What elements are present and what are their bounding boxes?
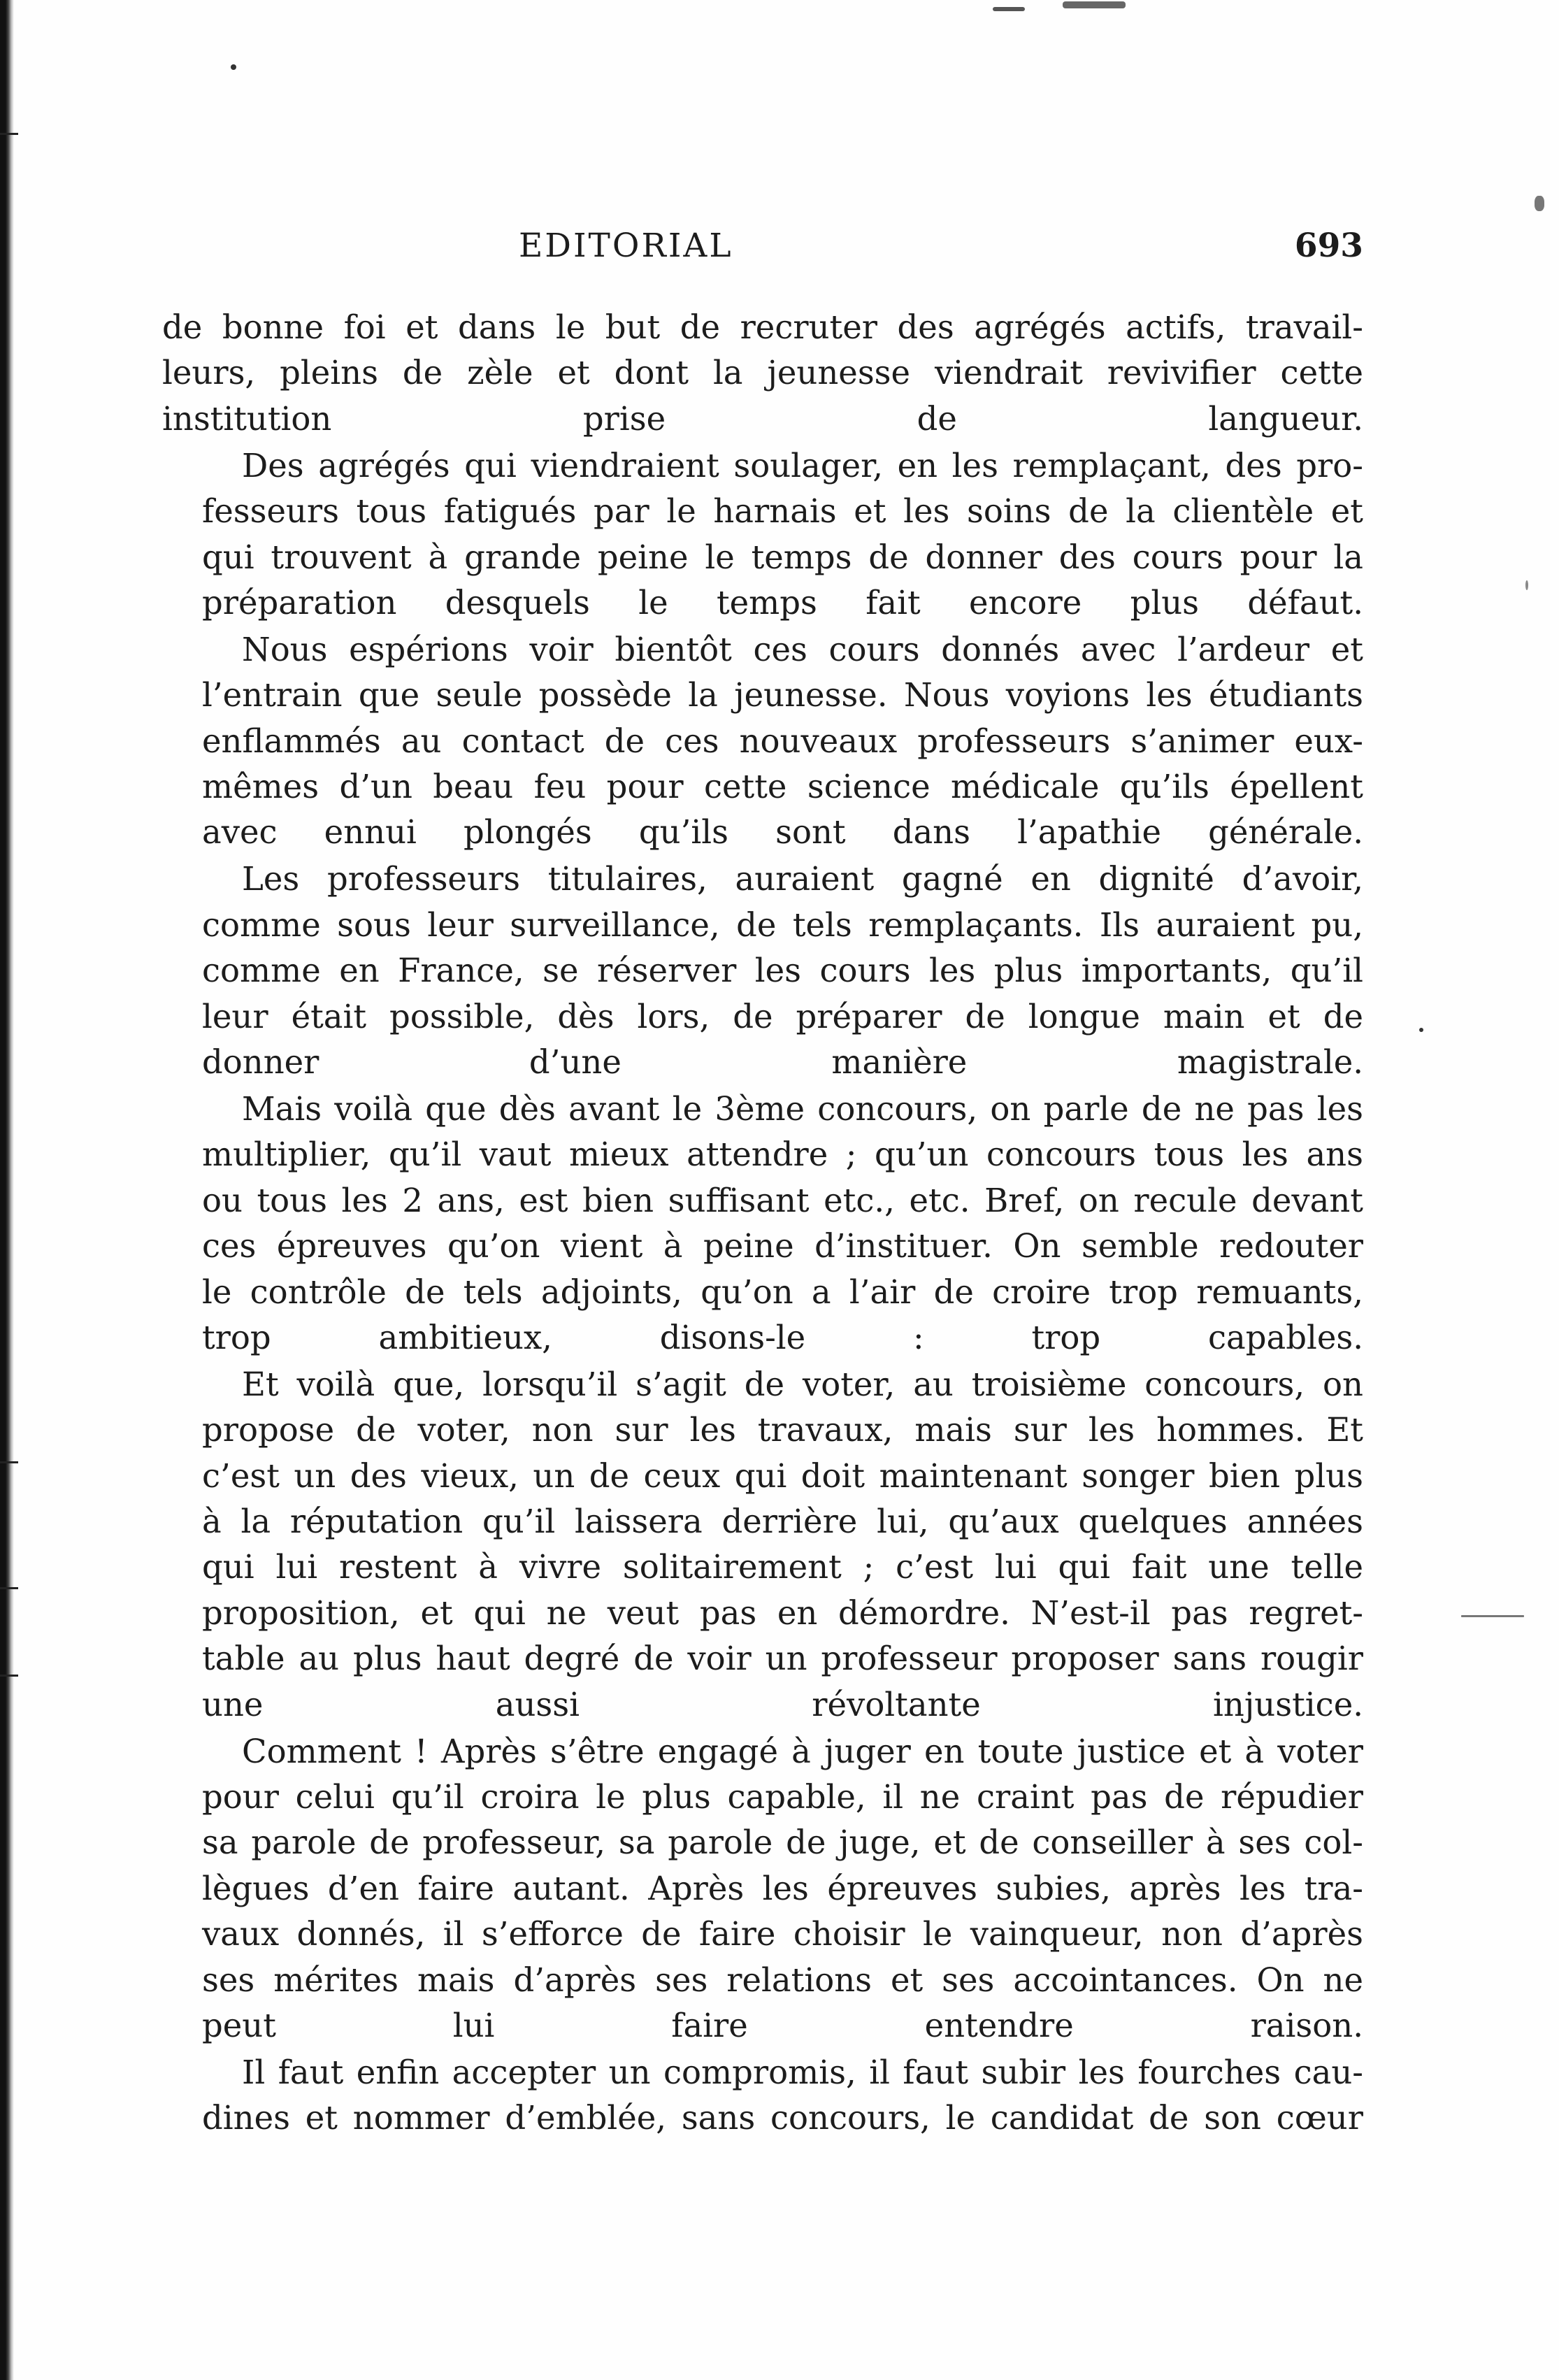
scan-speck bbox=[1419, 1028, 1423, 1032]
text-line: peut lui faire entendre raison. bbox=[202, 2007, 1363, 2045]
text-line: Nous espérions voir bientôt ces cours donnés avec l’ardeur et bbox=[242, 630, 1363, 668]
paragraph bbox=[162, 1362, 1363, 1728]
text-line: à la réputation qu’il laissera derrière lui, qu’aux quelques années bbox=[202, 1503, 1363, 1541]
scan-speck bbox=[1525, 580, 1528, 590]
text-line: leurs, pleins de zèle et dont la jeunesse viendrait revivifier cette bbox=[162, 354, 1363, 392]
text-line: de bonne foi et dans le but de recruter des agrégés actifs, travail- bbox=[162, 308, 1363, 346]
scan-speck bbox=[1063, 1, 1126, 8]
text-line: vaux donnés, il s’efforce de faire choisir le vainqueur, non d’après bbox=[202, 1915, 1363, 1954]
page-header bbox=[162, 225, 1363, 267]
paragraph bbox=[162, 2050, 1363, 2142]
text-line: Mais voilà que dès avant le 3ème concours, on parle de ne pas les bbox=[242, 1089, 1363, 1128]
paragraph bbox=[162, 443, 1363, 626]
text-line: le contrôle de tels adjoints, qu’on a l’air de croire trop remuants, bbox=[202, 1273, 1363, 1311]
text-line: Et voilà que, lorsqu’il s’agit de voter, au troisième concours, on bbox=[242, 1365, 1363, 1403]
text-line: ces épreuves qu’on vient à peine d’instituer. On semble redouter bbox=[202, 1227, 1363, 1266]
text-line: c’est un des vieux, un de ceux qui doit maintenant songer bien plus bbox=[202, 1456, 1363, 1495]
text-line: dines et nommer d’emblée, sans concours, le candidat de son cœur bbox=[202, 2099, 1363, 2137]
text-line: table au plus haut degré de voir un professeur proposer sans rougir bbox=[202, 1640, 1363, 1678]
text-line: multiplier, qu’il vaut mieux attendre ; qu’un concours tous les ans bbox=[202, 1135, 1363, 1174]
page-number: 693 bbox=[1294, 227, 1363, 265]
text-line: institution prise de langueur. bbox=[162, 399, 1363, 438]
text-line: donner d’une manière magistrale. bbox=[202, 1043, 1363, 1081]
paragraph bbox=[162, 856, 1363, 1085]
scan-speck bbox=[993, 7, 1025, 11]
text-line: comme en France, se réserver les cours les plus importants, qu’il bbox=[202, 952, 1363, 990]
text-line: Il faut enfin accepter un compromis, il faut subir les fourches cau- bbox=[242, 2053, 1363, 2091]
binding-mark bbox=[0, 1461, 18, 1463]
text-line: sa parole de professeur, sa parole de juge, et de conseiller à ses col- bbox=[202, 1823, 1363, 1862]
text-line: qui lui restent à vivre solitairement ; c’est lui qui fait une telle bbox=[202, 1548, 1363, 1586]
text-line: comme sous leur surveillance, de tels remplaçants. Ils auraient pu, bbox=[202, 905, 1363, 944]
paragraph bbox=[162, 1087, 1363, 1361]
paragraph bbox=[162, 1729, 1363, 2049]
binding-mark bbox=[0, 1587, 18, 1589]
text-line: Des agrégés qui viendraient soulager, en les remplaçant, des pro- bbox=[242, 446, 1363, 485]
text-line: Comment ! Après s’être engagé à juger en toute justice et à voter bbox=[242, 1732, 1363, 1770]
text-line: trop ambitieux, disons-le : trop capables. bbox=[202, 1318, 1363, 1356]
binding-mark bbox=[0, 1675, 18, 1677]
text-line: avec ennui plongés qu’ils sont dans l’apathie générale. bbox=[202, 813, 1363, 852]
text-line: l’entrain que seule possède la jeunesse. Nous voyions les étudiants bbox=[202, 676, 1363, 715]
scan-speck bbox=[231, 64, 236, 70]
article-body bbox=[162, 305, 1363, 2142]
paragraph bbox=[162, 627, 1363, 856]
text-line: ses mérites mais d’après ses relations et ses accointances. On ne bbox=[202, 1960, 1363, 1999]
scan-speck bbox=[1535, 196, 1544, 211]
binding-mark bbox=[0, 133, 18, 135]
text-line: lègues d’en faire autant. Après les épreuves subies, après les tra- bbox=[202, 1869, 1363, 1907]
text-line: enflammés au contact de ces nouveaux professeurs s’animer eux- bbox=[202, 722, 1363, 760]
text-line: proposition, et qui ne veut pas en démordre. N’est-il pas regret- bbox=[202, 1593, 1363, 1632]
text-line: mêmes d’un beau feu pour cette science médicale qu’ils épellent bbox=[202, 768, 1363, 806]
text-line: qui trouvent à grande peine le temps de donner des cours pour la bbox=[202, 538, 1363, 576]
scan-speck bbox=[1461, 1615, 1524, 1617]
page-binding-edge bbox=[0, 0, 14, 2380]
text-line: ou tous les 2 ans, est bien suffisant etc., etc. Bref, on recule devant bbox=[202, 1181, 1363, 1219]
text-line: pour celui qu’il croira le plus capable, il ne craint pas de répudier bbox=[202, 1778, 1363, 1816]
text-line: propose de voter, non sur les travaux, mais sur les hommes. Et bbox=[202, 1411, 1363, 1449]
text-line: leur était possible, dès lors, de préparer de longue main et de bbox=[202, 997, 1363, 1035]
text-line: fesseurs tous fatigués par le harnais et les soins de la clientèle et bbox=[202, 492, 1363, 531]
running-head: EDITORIAL bbox=[519, 227, 733, 265]
text-line: Les professeurs titulaires, auraient gagné en dignité d’avoir, bbox=[242, 860, 1363, 898]
text-line: une aussi révoltante injustice. bbox=[202, 1685, 1363, 1723]
text-line: préparation desquels le temps fait encore plus défaut. bbox=[202, 583, 1363, 622]
paragraph bbox=[162, 305, 1363, 442]
